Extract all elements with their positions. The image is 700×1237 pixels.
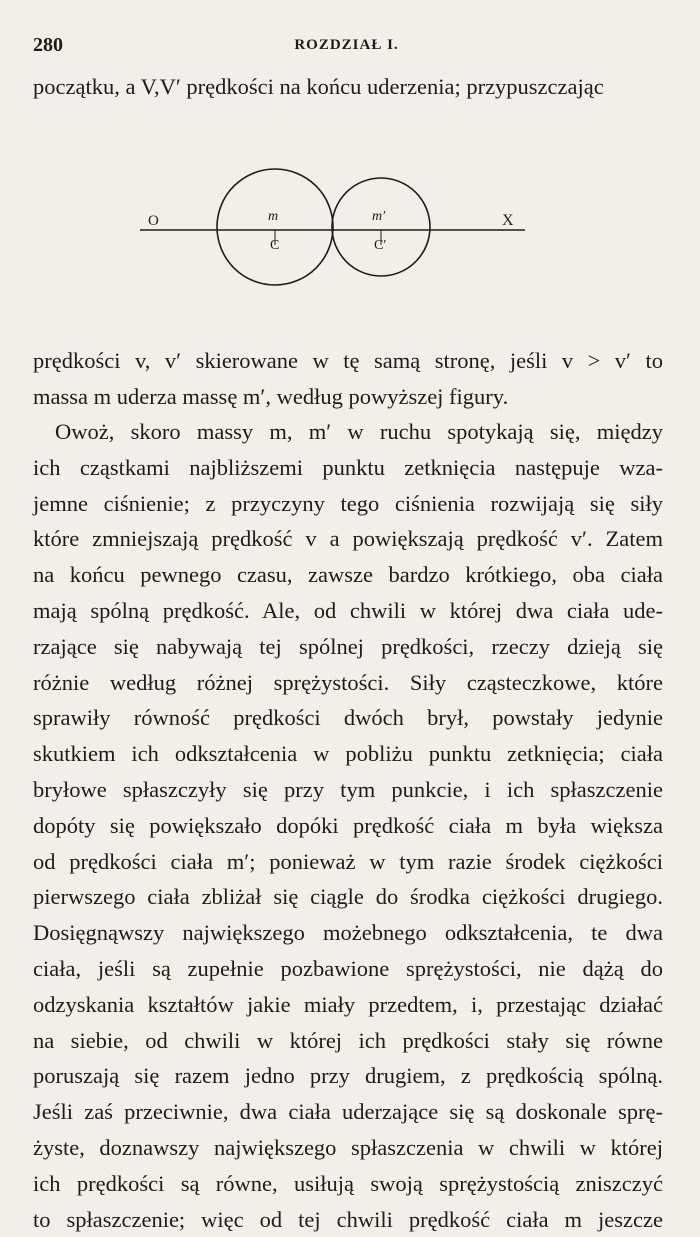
text-line: pierwszego ciała zbliżał się ciągle do środka ciężkości drugiego. [33,884,663,910]
text-line: Owoż, skoro massy m, m′ w ruchu spotykają się, między [55,419,663,444]
text-line: sprawiły równość prędkości dwóch brył, powstały jedynie [33,705,663,731]
axis-origin-label: O [148,213,159,229]
text-line: poruszają się razem jedno przy drugiem, z prędkością spólną. [33,1063,663,1089]
text-line: prędkości v, v′ skierowane w tę samą stronę, jeśli v > v′ to [33,348,663,373]
text-line: ciała, jeśli są zupełnie pozbawione sprężystości, nie dążą do [33,955,663,981]
text-line: rzające się nabywają tej spólnej prędkości, rzeczy dzieją się [33,633,663,659]
text-line: Jeśli zaś przeciwnie, dwa ciała uderzające się są doskonale sprę- [33,1099,663,1125]
text-line: massa m uderza massę m′, według powyższej figury. [33,383,509,409]
text-line: na końcu pewnego czasu, zawsze bardzo krótkiego, oba ciała [33,562,663,588]
text-line: dopóty się powiększało dopóki prędkość ciała m była większa [33,812,663,838]
text-line: odzyskania kształtów jakie miały przedtem, i, przestając działać [33,991,663,1017]
intro-line: początku, a V,V′ prędkości na końcu uderzenia; przypuszczając [33,74,604,99]
paragraph-1 [33,343,663,415]
text-line: które zmniejszają prędkość v a powiększają prędkość v′. Zatem [33,526,663,552]
text-line: jemne ciśnienie; z przyczyny tego ciśnienia rozwijają się siły [33,490,663,516]
text-line: bryłowe spłaszczyły się przy tym punkcie, i ich spłaszczenie [33,776,663,802]
collision-diagram [140,165,540,305]
sphere-m-prime [332,178,430,276]
axis-end-label: X [502,212,514,229]
page-number: 280 [33,34,63,56]
mass-1-label: m [268,209,279,224]
center-2-label: C′ [374,238,387,253]
text-line: różnie według różnej sprężystości. Siły cząsteczkowe, które [33,669,663,695]
paragraph-2 [33,414,663,1237]
text-line: ich cząstkami najbliższemi punktu zetknięcia następuje wza- [33,454,663,480]
text-line: żyste, doznawszy największego spłaszczenia w chwili w której [33,1134,663,1160]
text-line: od prędkości ciała m′; ponieważ w tym razie środek ciężkości [33,848,663,874]
sphere-m [217,169,333,285]
collision-figure [140,165,540,305]
text-line: na siebie, od chwili w której ich prędkości stały się równe [33,1027,663,1053]
text-line: Dosięgnąwszy największego możebnego odkształcenia, te dwa [33,920,663,946]
chapter-title: ROZDZIAŁ I. [294,37,399,53]
text-line: ich prędkości są równe, usiłują swoją sprężystością zniszczyć [33,1170,663,1196]
mass-2-label: m′ [372,209,386,224]
running-head [33,34,660,58]
text-line: to spłaszczenie; więc od tej chwili prędkość ciała m jeszcze [33,1206,663,1232]
text-line: skutkiem ich odkształcenia w pobliżu punktu zetknięcia; ciała [33,741,663,767]
center-1-label: C [270,238,280,253]
text-line: mają spólną prędkość. Ale, od chwili w której dwa ciała ude- [33,597,663,623]
